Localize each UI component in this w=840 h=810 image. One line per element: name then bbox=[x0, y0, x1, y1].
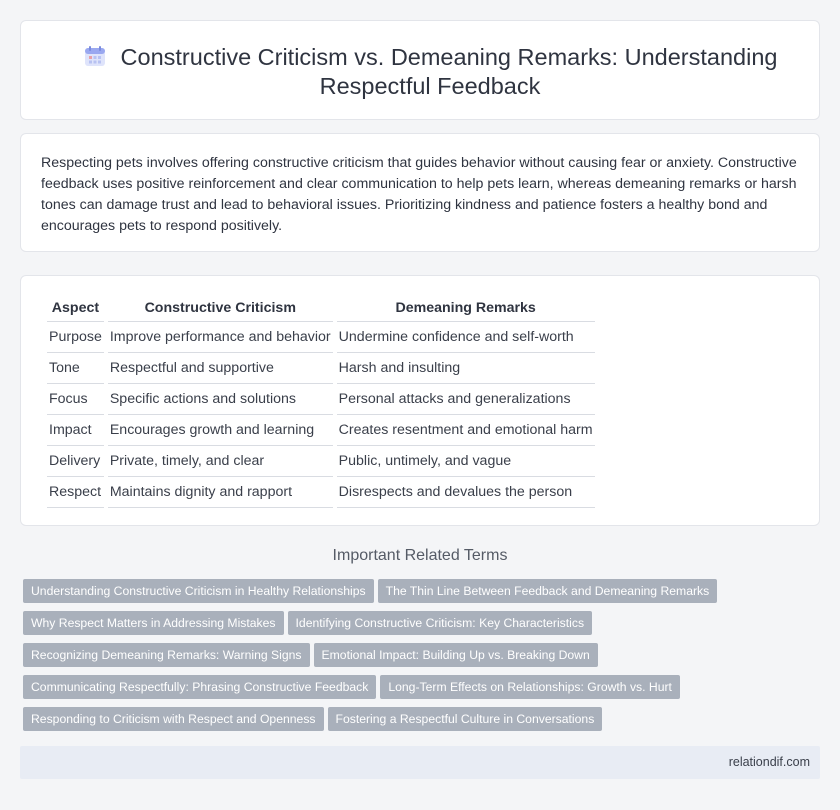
related-term-tag[interactable]: Long-Term Effects on Relationships: Growth vs. Hurt bbox=[380, 675, 680, 699]
table-cell: Creates resentment and emotional harm bbox=[337, 415, 595, 446]
table-cell: Respectful and supportive bbox=[108, 353, 333, 384]
page-title: Constructive Criticism vs. Demeaning Remarks: Understanding Respectful Feedback bbox=[61, 43, 799, 101]
intro-paragraph: Respecting pets involves offering constructive criticism that guides behavior without causing fear or anxiety. Constructive feedback uses positive reinforcement and clear communication to help pets learn, whereas demeaning remarks or harsh tones can damage trust and lead to behavioral issues. Prioritizing kindness and patience fosters a healthy bond and encourages pets to respond positively. bbox=[41, 155, 797, 234]
related-term-tag[interactable]: Identifying Constructive Criticism: Key Characteristics bbox=[288, 611, 593, 635]
table-cell: Encourages growth and learning bbox=[108, 415, 333, 446]
table-cell: Respect bbox=[47, 477, 104, 508]
related-term-tag[interactable]: Responding to Criticism with Respect and Openness bbox=[23, 707, 324, 731]
table-row bbox=[47, 322, 595, 353]
table-cell: Delivery bbox=[47, 446, 104, 477]
table-cell: Undermine confidence and self-worth bbox=[337, 322, 595, 353]
comparison-table bbox=[43, 295, 599, 508]
table-row bbox=[47, 353, 595, 384]
related-term-tag[interactable]: Understanding Constructive Criticism in Healthy Relationships bbox=[23, 579, 374, 603]
column-header: Constructive Criticism bbox=[108, 295, 333, 322]
related-term-tag[interactable]: Emotional Impact: Building Up vs. Breaking Down bbox=[314, 643, 598, 667]
related-term-tag[interactable]: Fostering a Respectful Culture in Conversations bbox=[328, 707, 603, 731]
column-header: Aspect bbox=[47, 295, 104, 322]
related-term-tag[interactable]: The Thin Line Between Feedback and Demeaning Remarks bbox=[378, 579, 718, 603]
table-cell: Maintains dignity and rapport bbox=[108, 477, 333, 508]
table-header-row bbox=[47, 295, 595, 322]
header-card bbox=[20, 20, 820, 120]
table-row bbox=[47, 384, 595, 415]
table-cell: Improve performance and behavior bbox=[108, 322, 333, 353]
table-cell: Impact bbox=[47, 415, 104, 446]
related-term-tag[interactable]: Why Respect Matters in Addressing Mistakes bbox=[23, 611, 284, 635]
calendar-icon bbox=[83, 44, 107, 68]
footer-site-link[interactable]: relationdif.com bbox=[728, 755, 810, 769]
related-terms-list bbox=[23, 579, 723, 739]
intro-card bbox=[20, 133, 820, 252]
table-cell: Tone bbox=[47, 353, 104, 384]
table-cell: Harsh and insulting bbox=[337, 353, 595, 384]
footer bbox=[20, 746, 820, 779]
table-row bbox=[47, 415, 595, 446]
comparison-card bbox=[20, 275, 820, 526]
related-term-tag[interactable]: Communicating Respectfully: Phrasing Constructive Feedback bbox=[23, 675, 376, 699]
related-term-tag[interactable]: Recognizing Demeaning Remarks: Warning Signs bbox=[23, 643, 310, 667]
table-cell: Specific actions and solutions bbox=[108, 384, 333, 415]
table-cell: Disrespects and devalues the person bbox=[337, 477, 595, 508]
table-row bbox=[47, 446, 595, 477]
table-row bbox=[47, 477, 595, 508]
table-cell: Public, untimely, and vague bbox=[337, 446, 595, 477]
table-cell: Focus bbox=[47, 384, 104, 415]
table-cell: Purpose bbox=[47, 322, 104, 353]
table-cell: Personal attacks and generalizations bbox=[337, 384, 595, 415]
table-cell: Private, timely, and clear bbox=[108, 446, 333, 477]
related-terms-heading: Important Related Terms bbox=[332, 547, 508, 564]
column-header: Demeaning Remarks bbox=[337, 295, 595, 322]
